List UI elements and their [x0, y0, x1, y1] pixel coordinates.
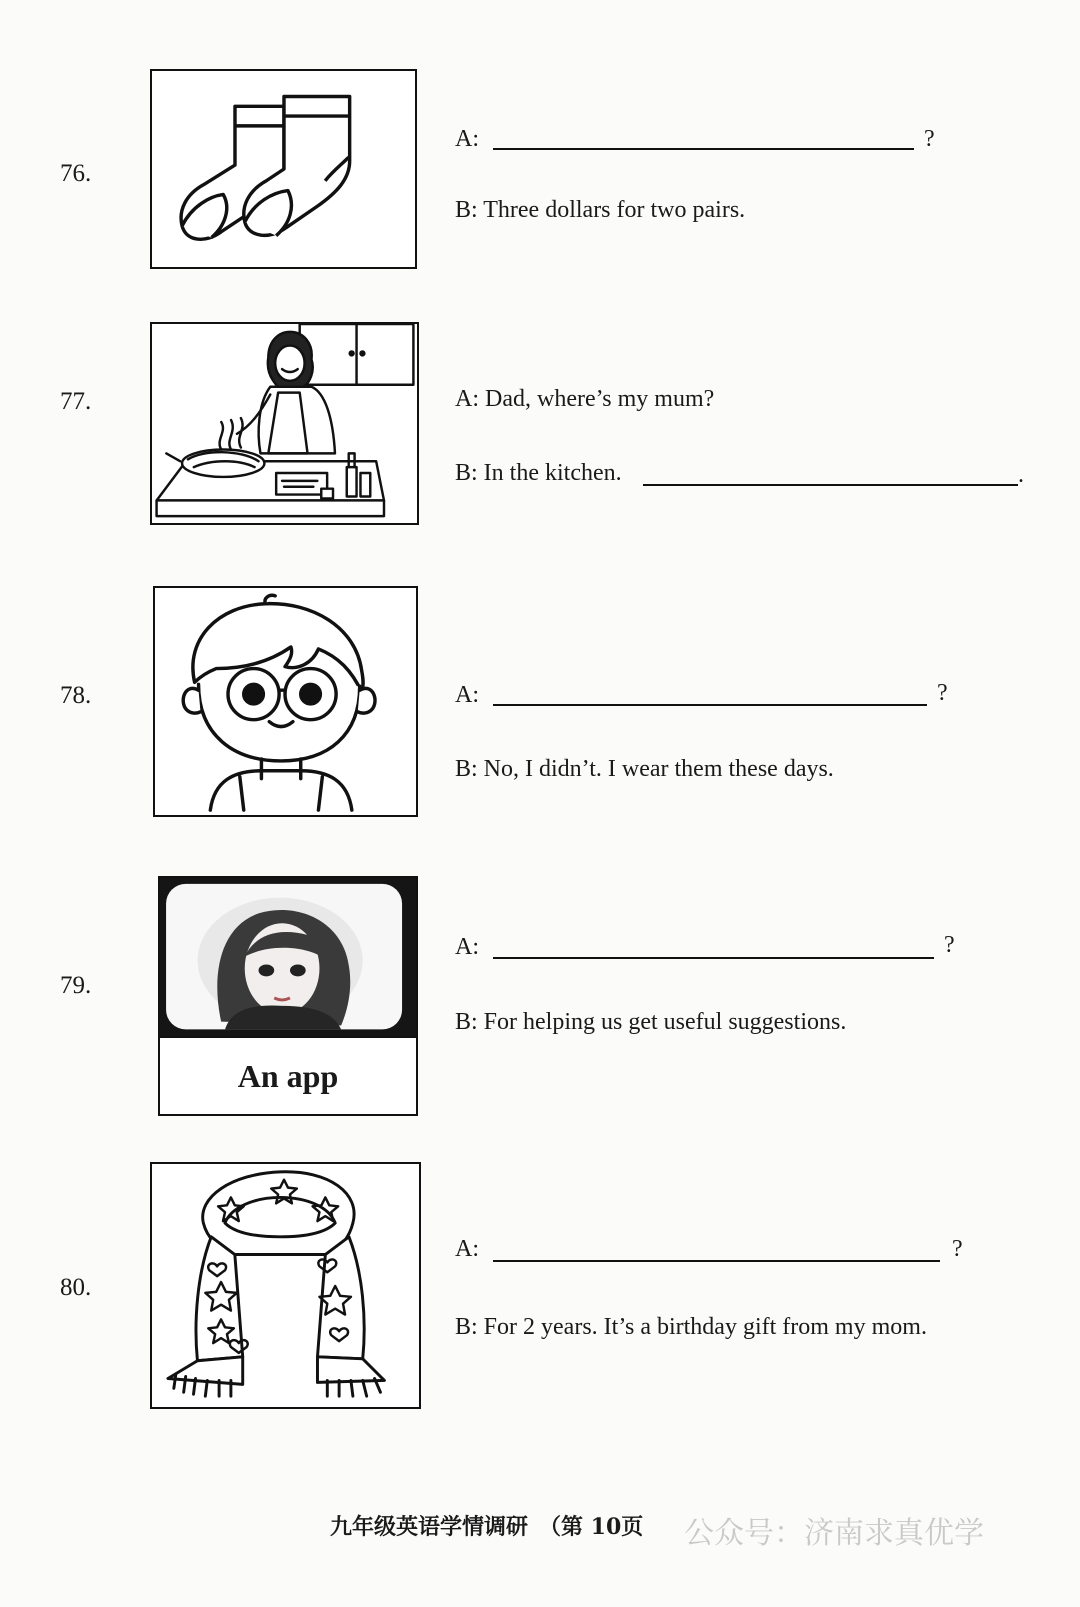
answer-blank-76[interactable] — [493, 148, 914, 150]
answer-a-label-76: A: — [455, 126, 479, 152]
socks-picture — [150, 69, 417, 269]
dialogue-b-76: B: Three dollars for two pairs. — [455, 197, 746, 223]
answer-a-label-78: A: — [455, 682, 479, 708]
socks-icon — [152, 71, 415, 267]
question-number-77: 77. — [60, 388, 92, 415]
boy-picture — [153, 586, 418, 817]
mother-cooking-icon — [152, 324, 417, 523]
app-picture — [158, 876, 418, 1116]
watermark-text: 公众号：济南求真优学 — [684, 1516, 984, 1551]
period-77: . — [1018, 462, 1024, 488]
question-number-78: 78. — [60, 682, 92, 709]
answer-a-label-79: A: — [455, 934, 479, 960]
answer-blank-78[interactable] — [493, 704, 927, 706]
answer-blank-80[interactable] — [493, 1260, 940, 1262]
question-mark-78: ? — [937, 680, 948, 706]
dialogue-b-79: B: For helping us get useful suggestions. — [455, 1009, 847, 1035]
question-number-79: 79. — [60, 972, 92, 999]
page-footer: 九年级英语学情调研 （第 10页 — [330, 1514, 644, 1540]
question-mark-76: ? — [924, 126, 935, 152]
answer-a-label-80: A: — [455, 1236, 479, 1262]
question-mark-79: ? — [944, 932, 955, 958]
cooking-picture — [150, 322, 419, 525]
dialogue-b-label-77: B: In the kitchen. — [455, 460, 622, 486]
question-mark-80: ? — [952, 1236, 963, 1262]
boy-with-glasses-icon — [155, 588, 416, 815]
answer-blank-77[interactable] — [643, 484, 1018, 486]
scarf-picture — [150, 1162, 421, 1409]
star-scarf-icon — [152, 1164, 419, 1407]
answer-blank-79[interactable] — [493, 957, 934, 959]
question-number-76: 76. — [60, 160, 92, 187]
question-number-80: 80. — [60, 1274, 92, 1301]
app-caption: An app — [160, 1036, 416, 1114]
dialogue-b-80: B: For 2 years. It’s a birthday gift from my mom. — [455, 1314, 927, 1340]
dialogue-b-78: B: No, I didn’t. I wear them these days. — [455, 756, 834, 782]
dialogue-a-77: A: Dad, where’s my mum? — [455, 386, 715, 412]
